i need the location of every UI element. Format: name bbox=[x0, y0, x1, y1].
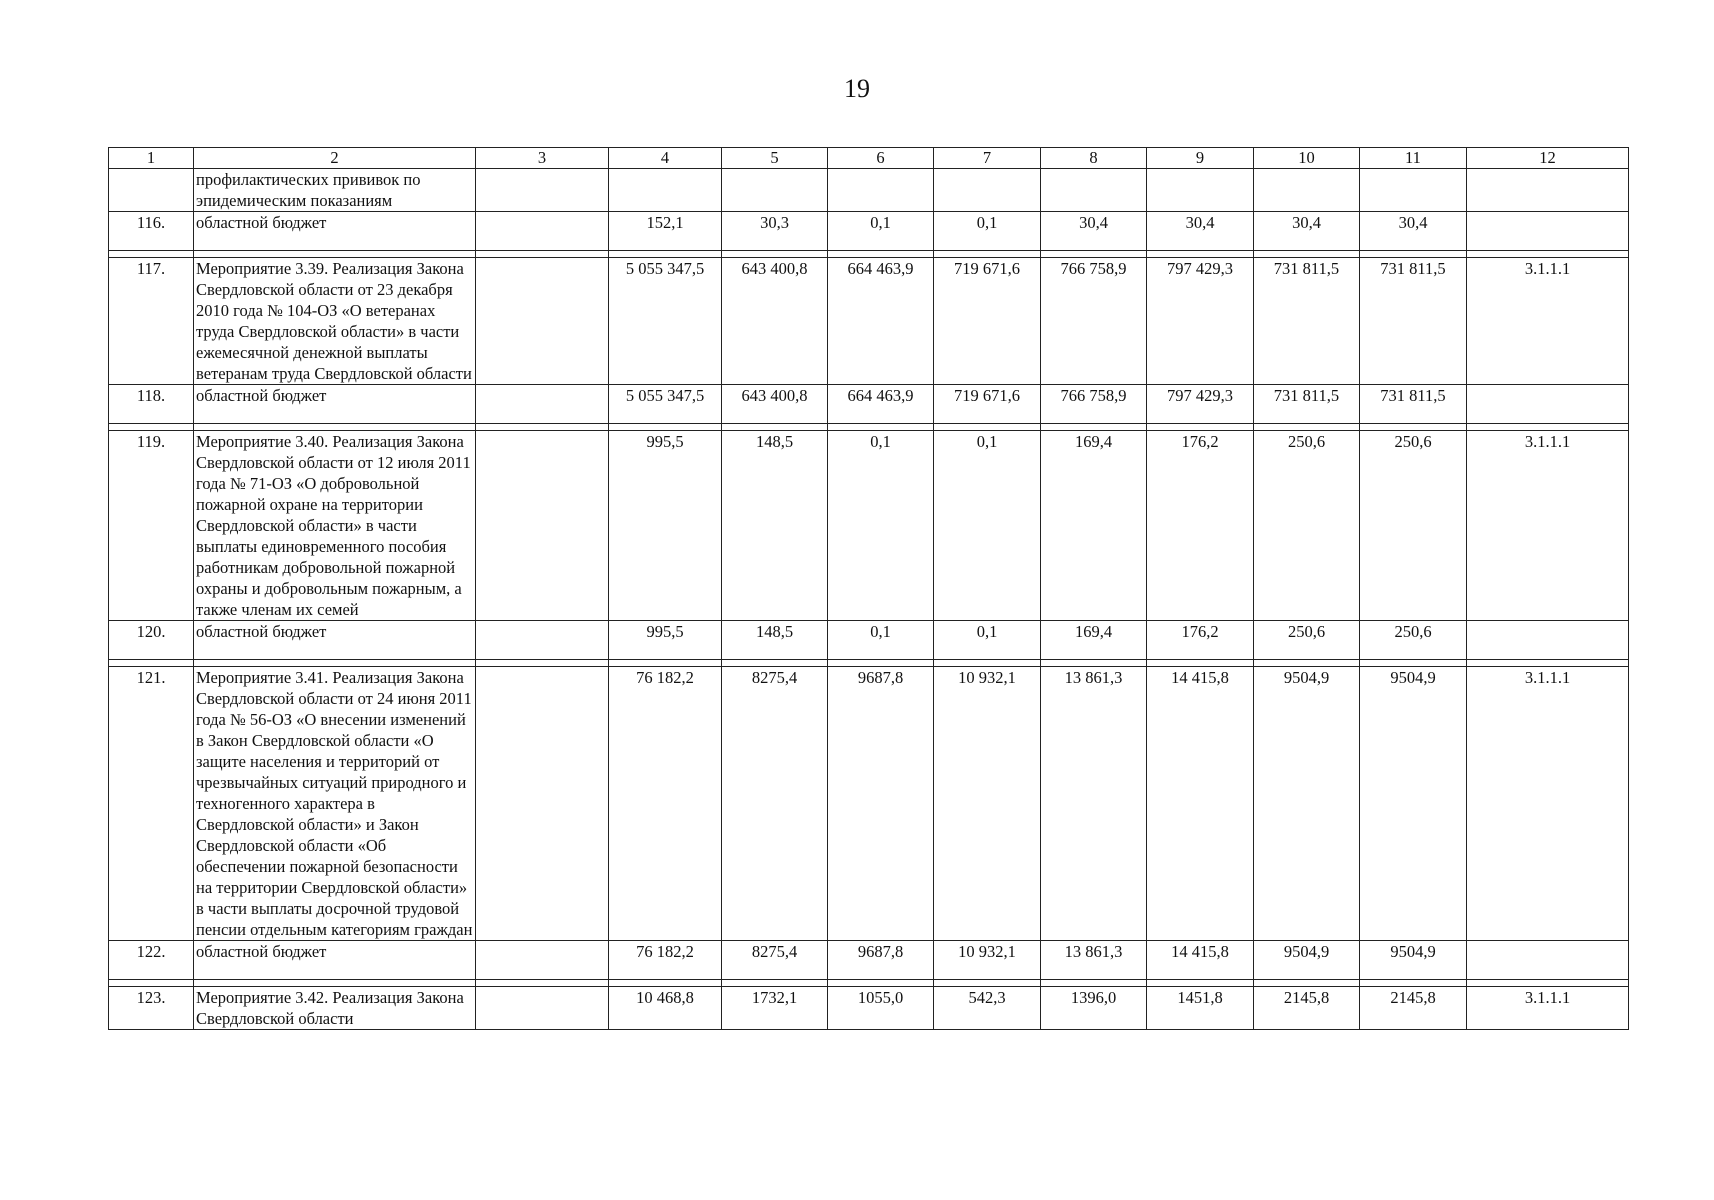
spacer-cell bbox=[1360, 980, 1467, 987]
value-cell: 5 055 347,5 bbox=[609, 385, 722, 424]
spacer-cell bbox=[1254, 660, 1360, 667]
column-header: 4 bbox=[609, 148, 722, 169]
value-cell: 8275,4 bbox=[722, 941, 828, 980]
row-number: 119. bbox=[109, 431, 194, 621]
spacer-cell bbox=[609, 980, 722, 987]
spacer-cell bbox=[1041, 980, 1147, 987]
value-cell: 148,5 bbox=[722, 621, 828, 660]
value-cell: 0,1 bbox=[934, 212, 1041, 251]
value-cell bbox=[1147, 169, 1254, 212]
column-header: 12 bbox=[1467, 148, 1629, 169]
value-cell: 250,6 bbox=[1254, 621, 1360, 660]
row-description: областной бюджет bbox=[194, 212, 476, 251]
spacer-cell bbox=[722, 660, 828, 667]
spacer-cell bbox=[109, 980, 194, 987]
row-description: Мероприятие 3.42. Реализация Закона Свердловской области bbox=[194, 987, 476, 1030]
value-cell: 664 463,9 bbox=[828, 385, 934, 424]
row-number bbox=[109, 169, 194, 212]
value-cell: 0,1 bbox=[828, 621, 934, 660]
value-cell: 10 468,8 bbox=[609, 987, 722, 1030]
value-cell: 9504,9 bbox=[1254, 941, 1360, 980]
value-cell: 1732,1 bbox=[722, 987, 828, 1030]
value-cell: 5 055 347,5 bbox=[609, 258, 722, 385]
value-cell: 9687,8 bbox=[828, 941, 934, 980]
row-number: 120. bbox=[109, 621, 194, 660]
spacer-cell bbox=[194, 424, 476, 431]
row-description: областной бюджет bbox=[194, 941, 476, 980]
column-header: 10 bbox=[1254, 148, 1360, 169]
value-cell: 0,1 bbox=[828, 212, 934, 251]
value-cell bbox=[934, 169, 1041, 212]
column-3-cell bbox=[476, 431, 609, 621]
column-3-cell bbox=[476, 941, 609, 980]
spacer-cell bbox=[1147, 424, 1254, 431]
value-cell: 13 861,3 bbox=[1041, 667, 1147, 941]
spacer-cell bbox=[1147, 251, 1254, 258]
value-cell: 30,4 bbox=[1254, 212, 1360, 251]
spacer-cell bbox=[1360, 251, 1467, 258]
value-cell: 719 671,6 bbox=[934, 385, 1041, 424]
value-cell: 797 429,3 bbox=[1147, 258, 1254, 385]
target-code bbox=[1467, 385, 1629, 424]
target-code: 3.1.1.1 bbox=[1467, 431, 1629, 621]
spacer-cell bbox=[1254, 980, 1360, 987]
value-cell bbox=[1254, 169, 1360, 212]
value-cell bbox=[1360, 169, 1467, 212]
column-header: 5 bbox=[722, 148, 828, 169]
value-cell: 14 415,8 bbox=[1147, 667, 1254, 941]
value-cell: 731 811,5 bbox=[1360, 258, 1467, 385]
target-code bbox=[1467, 169, 1629, 212]
value-cell: 542,3 bbox=[934, 987, 1041, 1030]
row-description: областной бюджет bbox=[194, 385, 476, 424]
column-header: 8 bbox=[1041, 148, 1147, 169]
value-cell: 250,6 bbox=[1360, 431, 1467, 621]
spacer-cell bbox=[722, 980, 828, 987]
spacer-cell bbox=[934, 660, 1041, 667]
spacer-cell bbox=[1360, 660, 1467, 667]
value-cell: 0,1 bbox=[828, 431, 934, 621]
value-cell: 664 463,9 bbox=[828, 258, 934, 385]
row-spacer bbox=[109, 660, 1629, 667]
spacer-cell bbox=[476, 980, 609, 987]
target-code: 3.1.1.1 bbox=[1467, 987, 1629, 1030]
spacer-cell bbox=[1041, 251, 1147, 258]
page-number: 19 bbox=[844, 74, 870, 103]
value-cell: 176,2 bbox=[1147, 431, 1254, 621]
row-number: 117. bbox=[109, 258, 194, 385]
row-number: 123. bbox=[109, 987, 194, 1030]
target-code bbox=[1467, 621, 1629, 660]
value-cell: 0,1 bbox=[934, 621, 1041, 660]
value-cell: 9504,9 bbox=[1360, 941, 1467, 980]
value-cell: 10 932,1 bbox=[934, 667, 1041, 941]
value-cell: 2145,8 bbox=[1360, 987, 1467, 1030]
value-cell: 766 758,9 bbox=[1041, 385, 1147, 424]
spacer-cell bbox=[722, 424, 828, 431]
value-cell: 719 671,6 bbox=[934, 258, 1041, 385]
spacer-cell bbox=[1360, 424, 1467, 431]
row-spacer bbox=[109, 251, 1629, 258]
spacer-cell bbox=[722, 251, 828, 258]
row-description: Мероприятие 3.41. Реализация Закона Свердловской области от 24 июня 2011 года № 56-ОЗ «О внесении изменений в Закон Свердловской области «О защите населения и территорий от чрезвычайных ситуаций природного и техногенного характера в Свердловской области» и Закон Свердловской области «Об обеспечении пожарной безопасности на территории Свердловской области» в части выплаты досрочной трудовой пенсии отдельным категориям граждан bbox=[194, 667, 476, 941]
column-header: 6 bbox=[828, 148, 934, 169]
column-header: 11 bbox=[1360, 148, 1467, 169]
budget-row bbox=[109, 212, 1629, 251]
column-3-cell bbox=[476, 258, 609, 385]
value-cell: 1055,0 bbox=[828, 987, 934, 1030]
target-code: 3.1.1.1 bbox=[1467, 258, 1629, 385]
value-cell: 1451,8 bbox=[1147, 987, 1254, 1030]
column-3-cell bbox=[476, 385, 609, 424]
value-cell: 76 182,2 bbox=[609, 667, 722, 941]
spacer-cell bbox=[1041, 660, 1147, 667]
spacer-cell bbox=[1254, 424, 1360, 431]
row-number: 116. bbox=[109, 212, 194, 251]
spacer-cell bbox=[828, 424, 934, 431]
activity-row bbox=[109, 258, 1629, 385]
target-code bbox=[1467, 212, 1629, 251]
row-description: профилактических прививок по эпидемическим показаниям bbox=[194, 169, 476, 212]
value-cell: 76 182,2 bbox=[609, 941, 722, 980]
spacer-cell bbox=[109, 660, 194, 667]
value-cell: 250,6 bbox=[1254, 431, 1360, 621]
value-cell: 643 400,8 bbox=[722, 385, 828, 424]
column-number-header-row bbox=[109, 148, 1629, 169]
spacer-cell bbox=[934, 251, 1041, 258]
spacer-cell bbox=[194, 660, 476, 667]
spacer-cell bbox=[828, 980, 934, 987]
value-cell: 30,4 bbox=[1147, 212, 1254, 251]
value-cell: 9504,9 bbox=[1360, 667, 1467, 941]
value-cell: 766 758,9 bbox=[1041, 258, 1147, 385]
value-cell: 30,3 bbox=[722, 212, 828, 251]
column-3-cell bbox=[476, 169, 609, 212]
spacer-cell bbox=[828, 660, 934, 667]
row-spacer bbox=[109, 424, 1629, 431]
value-cell: 995,5 bbox=[609, 621, 722, 660]
activity-row bbox=[109, 987, 1629, 1030]
value-cell: 176,2 bbox=[1147, 621, 1254, 660]
column-header: 1 bbox=[109, 148, 194, 169]
spacer-cell bbox=[476, 660, 609, 667]
row-description: Мероприятие 3.39. Реализация Закона Свердловской области от 23 декабря 2010 года № 104-ОЗ «О ветеранах труда Свердловской области» в части ежемесячной денежной выплаты ветеранам труда Свердловской области bbox=[194, 258, 476, 385]
row-description: Мероприятие 3.40. Реализация Закона Свердловской области от 12 июля 2011 года № 71-ОЗ «О добровольной пожарной охране на территории Свердловской области» в части выплаты единовременного пособия работникам добровольной пожарной охраны и добровольным пожарным, а также членам их семей bbox=[194, 431, 476, 621]
spacer-cell bbox=[1147, 980, 1254, 987]
column-header: 9 bbox=[1147, 148, 1254, 169]
value-cell bbox=[722, 169, 828, 212]
column-3-cell bbox=[476, 987, 609, 1030]
value-cell: 731 811,5 bbox=[1360, 385, 1467, 424]
value-cell: 8275,4 bbox=[722, 667, 828, 941]
value-cell: 2145,8 bbox=[1254, 987, 1360, 1030]
budget-row bbox=[109, 385, 1629, 424]
spacer-cell bbox=[609, 424, 722, 431]
column-header: 3 bbox=[476, 148, 609, 169]
spacer-cell bbox=[194, 251, 476, 258]
value-cell: 14 415,8 bbox=[1147, 941, 1254, 980]
value-cell: 13 861,3 bbox=[1041, 941, 1147, 980]
spacer-cell bbox=[609, 660, 722, 667]
spacer-cell bbox=[1467, 424, 1629, 431]
row-spacer bbox=[109, 980, 1629, 987]
value-cell: 169,4 bbox=[1041, 431, 1147, 621]
value-cell bbox=[828, 169, 934, 212]
budget-row bbox=[109, 941, 1629, 980]
spacer-cell bbox=[194, 980, 476, 987]
spacer-cell bbox=[1147, 660, 1254, 667]
value-cell: 148,5 bbox=[722, 431, 828, 621]
value-cell: 9504,9 bbox=[1254, 667, 1360, 941]
value-cell bbox=[609, 169, 722, 212]
value-cell: 643 400,8 bbox=[722, 258, 828, 385]
spacer-cell bbox=[1467, 660, 1629, 667]
row-number: 122. bbox=[109, 941, 194, 980]
value-cell: 0,1 bbox=[934, 431, 1041, 621]
budget-table bbox=[108, 147, 1629, 1030]
value-cell: 10 932,1 bbox=[934, 941, 1041, 980]
spacer-cell bbox=[828, 251, 934, 258]
spacer-cell bbox=[1467, 251, 1629, 258]
column-3-cell bbox=[476, 667, 609, 941]
column-header: 2 bbox=[194, 148, 476, 169]
spacer-cell bbox=[609, 251, 722, 258]
spacer-cell bbox=[1467, 980, 1629, 987]
value-cell: 169,4 bbox=[1041, 621, 1147, 660]
spacer-cell bbox=[109, 251, 194, 258]
value-cell: 152,1 bbox=[609, 212, 722, 251]
value-cell: 30,4 bbox=[1360, 212, 1467, 251]
budget-row bbox=[109, 621, 1629, 660]
value-cell: 9687,8 bbox=[828, 667, 934, 941]
column-header: 7 bbox=[934, 148, 1041, 169]
target-code: 3.1.1.1 bbox=[1467, 667, 1629, 941]
spacer-cell bbox=[1041, 424, 1147, 431]
row-number: 118. bbox=[109, 385, 194, 424]
spacer-cell bbox=[934, 980, 1041, 987]
spacer-cell bbox=[476, 424, 609, 431]
activity-row bbox=[109, 667, 1629, 941]
value-cell: 250,6 bbox=[1360, 621, 1467, 660]
value-cell: 995,5 bbox=[609, 431, 722, 621]
row-description: областной бюджет bbox=[194, 621, 476, 660]
value-cell bbox=[1041, 169, 1147, 212]
spacer-cell bbox=[109, 424, 194, 431]
spacer-cell bbox=[1254, 251, 1360, 258]
value-cell: 1396,0 bbox=[1041, 987, 1147, 1030]
value-cell: 30,4 bbox=[1041, 212, 1147, 251]
target-code bbox=[1467, 941, 1629, 980]
column-3-cell bbox=[476, 621, 609, 660]
value-cell: 731 811,5 bbox=[1254, 258, 1360, 385]
continuation-row bbox=[109, 169, 1629, 212]
value-cell: 731 811,5 bbox=[1254, 385, 1360, 424]
column-3-cell bbox=[476, 212, 609, 251]
activity-row bbox=[109, 431, 1629, 621]
row-number: 121. bbox=[109, 667, 194, 941]
value-cell: 797 429,3 bbox=[1147, 385, 1254, 424]
spacer-cell bbox=[934, 424, 1041, 431]
spacer-cell bbox=[476, 251, 609, 258]
